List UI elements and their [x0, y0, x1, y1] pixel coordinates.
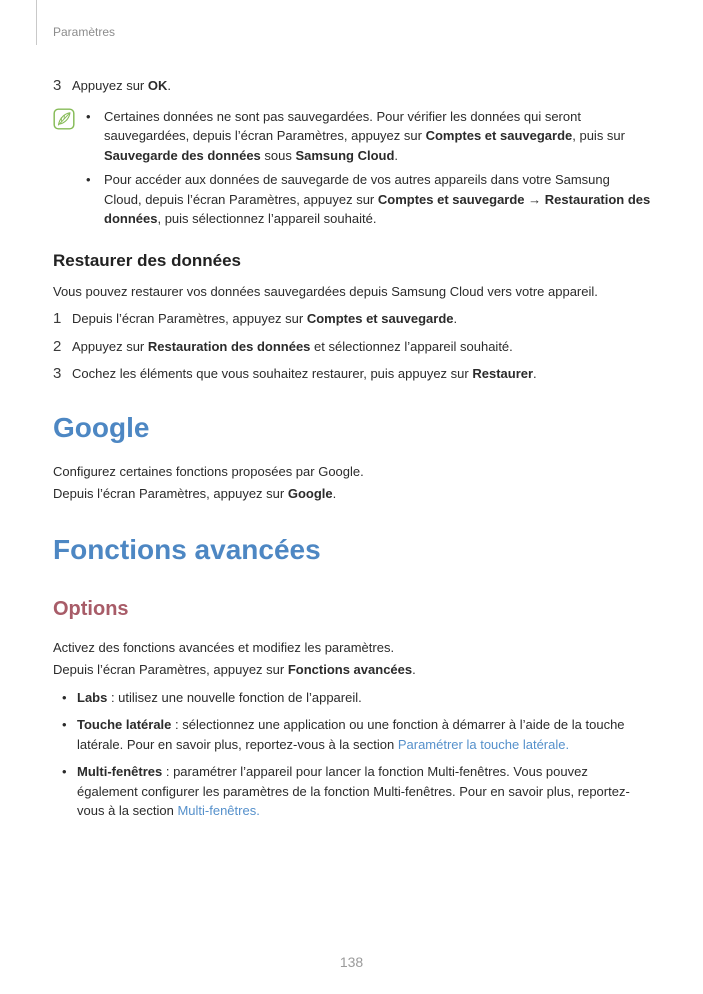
bullet-item-labs [62, 688, 651, 708]
running-header-title: Paramètres [53, 25, 116, 39]
text-segment: Appuyez sur [72, 78, 148, 93]
options-paragraph-2 [53, 660, 651, 680]
step-text [72, 337, 651, 357]
step-text [72, 76, 651, 96]
text-segment: . [412, 662, 416, 677]
step-number: 2 [53, 337, 62, 355]
text-segment: Multi-fenêtres [77, 764, 163, 779]
note-bullet-text [104, 107, 651, 166]
text-segment: Appuyez sur [72, 338, 148, 354]
text-segment: Samsung Cloud [295, 147, 395, 163]
text-segment: , puis sélectionnez l’appareil souhaité. [157, 211, 377, 226]
text-segment: Fonctions avancées [287, 662, 413, 677]
text-segment: Comptes et sauvegarde [425, 128, 573, 143]
options-paragraph-1: Activez des fonctions avancées et modifiez les paramètres. [53, 639, 395, 655]
text-segment: sous [260, 147, 296, 163]
step-item-3 [53, 76, 651, 96]
bullet-dot: • [62, 717, 67, 732]
text-segment: Google [287, 486, 333, 501]
subheading-options: Options [53, 597, 129, 620]
bullet-dot: • [86, 108, 91, 124]
text-segment: . [167, 78, 171, 93]
google-paragraph-2 [53, 484, 651, 504]
options-bullet-list [53, 688, 651, 821]
note-block [53, 107, 651, 229]
text-segment: . [453, 311, 458, 326]
link-multi-fenetres[interactable]: Multi-fenêtres. [177, 803, 260, 818]
text-segment: Depuis l’écran Paramètres, appuyez sur [53, 486, 288, 501]
text-segment: Labs [77, 689, 108, 705]
step-text [72, 364, 651, 384]
bullet-dot: • [62, 689, 67, 705]
text-segment: Depuis l’écran Paramètres, appuyez sur [53, 662, 288, 677]
bullet-text [77, 762, 651, 821]
restore-steps [53, 309, 651, 384]
section-heading-restaurer-des-donnees: Restaurer des données [53, 250, 242, 270]
text-segment: Depuis l’écran Paramètres, appuyez sur [72, 311, 307, 326]
bullet-item-multi-fenetres [62, 762, 651, 821]
text-segment: . [533, 366, 537, 381]
text-segment: Touche latérale [77, 717, 172, 732]
text-segment: Restaurer [472, 366, 534, 381]
text-segment: Sauvegarde des données [104, 147, 261, 163]
text-segment: . [332, 486, 337, 501]
bullet-dot: • [62, 764, 67, 779]
bullet-text [77, 715, 651, 754]
bullet-text [77, 688, 651, 708]
note-bullet-list [86, 107, 651, 229]
restore-intro-paragraph: Vous pouvez restaurer vos données sauvegardées depuis Samsung Cloud vers votre appareil. [53, 283, 598, 299]
text-segment: et sélectionnez l’appareil souhaité. [310, 338, 513, 354]
text-segment: : utilisez une nouvelle fonction de l’appareil. [107, 689, 362, 705]
text-segment: Pour accéder aux données de sauvegarde de vos autres appareils dans votre Samsung Cloud, depuis l’écran Paramètres, appuyez sur [104, 172, 610, 207]
heading-fonctions-avancees: Fonctions avancées [53, 533, 321, 565]
text-segment: → [524, 191, 545, 207]
text-segment: Certaines données ne sont pas sauvegardées. Pour vérifier les données qui seront sauvegardées, depuis l’écran Paramètres, appuyez sur [104, 108, 581, 143]
note-bullet [86, 170, 651, 229]
step-number: 3 [53, 77, 62, 94]
text-segment: , puis sur [572, 128, 625, 143]
text-segment: : paramétrer l’appareil pour lancer la fonction Multi-fenêtres. Vous pouvez également configurer les paramètres de la fonction Multi-fenêtres. Pour en savoir plus, reportez-vous à la section [77, 764, 630, 818]
step-number: 1 [53, 310, 62, 327]
note-bullet-text [104, 170, 651, 229]
text-segment: Restauration des données [147, 338, 311, 354]
bullet-dot: • [86, 172, 91, 187]
note-bullet [86, 107, 651, 166]
google-paragraph-1: Configurez certaines fonctions proposées par Google. [53, 463, 364, 479]
step-item-1 [53, 309, 651, 329]
link-parametrer-la-touche-laterale[interactable]: Paramétrer la touche latérale. [397, 736, 570, 752]
heading-google: Google [53, 411, 150, 443]
step-item-2 [53, 337, 651, 357]
note-icon-column [53, 107, 86, 229]
text-segment: Comptes et sauvegarde [377, 191, 525, 207]
page-number: 138 [339, 954, 364, 970]
text-segment: Comptes et sauvegarde [306, 311, 454, 326]
running-header-rule [36, 0, 37, 45]
text-segment: Restauration des données [104, 191, 651, 226]
step-number: 3 [53, 365, 62, 382]
leaf-note-icon [53, 108, 86, 130]
content [53, 76, 651, 821]
text-segment: Cochez les éléments que vous souhaitez restaurer, puis appuyez sur [72, 366, 473, 381]
step-item-3b [53, 364, 651, 384]
text-segment: : sélectionnez une application ou une fonction à démarrer à l’aide de la touche latérale. Pour en savoir plus, reportez-vous à la section [77, 717, 625, 752]
text-segment: OK [147, 78, 168, 93]
bullet-item-touche-laterale [62, 715, 651, 754]
text-segment: . [394, 147, 399, 163]
step-text [72, 309, 651, 329]
